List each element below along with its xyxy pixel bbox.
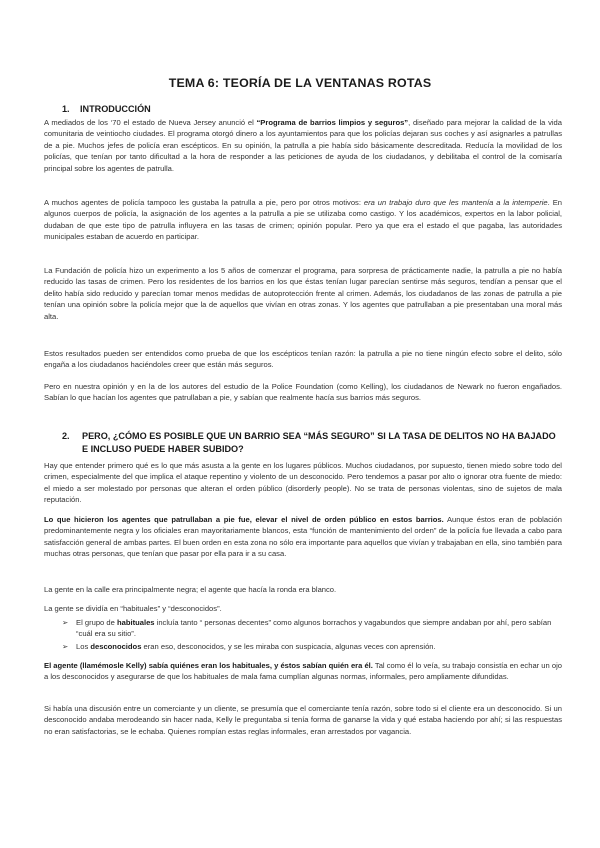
paragraph: La gente se dividía en “habituales” y “desconocidos”. [44, 604, 222, 613]
text-run: incluía tanto “ personas decentes” como algunos borrachos y vagabundos que siempre andaban por ahí, pero sabían “cuál era su sitio”. [76, 618, 552, 639]
paragraph [44, 197, 562, 243]
italic-text: era un trabajo duro que les mantenía a la intemperie [363, 198, 548, 207]
paragraph: La gente en la calle era principalmente negra; el agente que hacía la ronda era blanco. [44, 585, 337, 594]
bold-text: El agente (llamémosle Kelly) sabía quiénes eran los habituales, y éstos sabían quién era él. [44, 661, 373, 670]
text-run: . En algunos cuerpos de policía, la asignación de los agentes a la patrulla a pie se utilizaba como castigo. Y los académicos, expertos en la labor policial, dudaban de que este tipo de patrulla influyera en las tasas de crimen; opinión popular. Pero ya que era el estado el que pagaba, las autoridades municipales estaban de acuerdo en participar. [44, 198, 562, 242]
document-title: TEMA 6: TEORÍA DE LA VENTANAS ROTAS [168, 76, 432, 90]
paragraph: Hay que entender primero qué es lo que más asusta a la gente en los lugares públicos. Muchos ciudadanos, por supuesto, tienen miedo sobre todo del crimen, especialmente del que implica el ataque repentino y violento de un desconocido. Pero tendemos a pasar por alto o ignorar otra fuente de miedo: el miedo a ser molestado por personas que alteran el orden público (disorderly people). No se trata de personas violentas, sino de sujetos de mala reputación. [44, 461, 562, 505]
text-run: eran eso, desconocidos, y se les miraba con suspicacia, algunas veces con aprensión. [141, 642, 436, 651]
paragraph [44, 117, 562, 174]
text-run: Los [76, 642, 91, 651]
section-2-number: 2. [62, 431, 70, 441]
paragraph: Pero en nuestra opinión y en la de los autores del estudio de la Police Foundation (como Kelling), los ciudadanos de Newark no fueron engañados. Sabían lo que hacían los agentes que patrullaban a pie, y sabían que realmente hacía sus barrios más seguros. [44, 382, 562, 403]
list-item [62, 617, 562, 640]
text-run: A mediados de los ‘70 el estado de Nueva Jersey anunció el [44, 118, 257, 127]
bold-text: habituales [116, 618, 155, 627]
paragraph [44, 660, 562, 683]
text-run: Aunque éstos eran de población predominantemente negra y los oficiales eran mayoritariamente blancos, esta “función de mantenimiento del orden” de la policía fue llevada a cabo para satisfacción general de ambas partes. El buen orden en esta zona no sólo era importante para aquellos que vivían y trabajaban en ella, sino también para muchas otras personas, que tenían que pasar por ella para ir a su casa. [44, 515, 563, 559]
paragraph: Si había una discusión entre un comerciante y un cliente, se presumía que el comerciante tenía razón, sobre todo si el cliente era un desconocido. Si un desconocido andaba merodeando sin hacer nada, Kelly le preguntaba si tenía forma de ganarse la vida y qué estaba haciendo por ahí; si las respuestas no eran satisfactorias, se le echaba. Quienes rompían estas reglas informales, eran arrestados por vagancia. [44, 704, 562, 736]
bold-text: desconocidos [90, 642, 142, 651]
arrow-bullet-icon: ➢ [62, 642, 69, 651]
paragraph [44, 514, 562, 560]
bold-text: Lo que hicieron los agentes que patrullaban a pie fue, elevar el nivel de orden público en estos barrios. [44, 515, 444, 524]
section-2-heading [62, 430, 562, 456]
text-run: Tal como él lo veía, su trabajo consistía en echar un ojo a los desconocidos y asegurarse de que los habituales de mala fama cumplían algunas normas, informales, pero ampliamente difundidas. [44, 661, 563, 682]
bold-text: “Programa de barrios limpios y seguros” [256, 118, 409, 127]
paragraph: Estos resultados pueden ser entendidos como prueba de que los escépticos tenían razón: la patrulla a pie no tiene ningún efecto sobre el delito, sólo engaña a los ciudadanos haciéndoles creer que están más seguros. [44, 349, 562, 370]
text-run: A muchos agentes de policía tampoco les gustaba la patrulla a pie, pero por otros motivos: [44, 198, 364, 207]
paragraph: La Fundación de policía hizo un experimento a los 5 años de comenzar el programa, para sorpresa de prácticamente nadie, la patrulla a pie no había reducido las tasas de crimen. Pero los residentes de los barrios en los que éstas tenían lugar parecían sentirse más seguros, tendían a pensar que el delito había sido reducido y parecían tomar menos medidas de autoprotección frente al crimen. Además, los ciudadanos de las zonas de patrulla a pie tenían una opinión sobre la policía mejor que la de aquellos que vivían en otras zonas. Y los agentes que patrullaban a pie presentaban una moral más alta. [44, 266, 562, 321]
text-run: , diseñado para mejorar la calidad de la vida comunitaria de veintiocho ciudades. El programa otorgó dinero a los ayuntamientos para que los policías dejaran sus coches y así asignarles a patrullas de a pie. Muchos jefes de policía eran escépticos. En su opinión, la patrulla a pie había sido básicamente descreditada. Reducía la movilidad de los policías, que tenían por tanto dificultad a la hora de responder a las peticiones de ayuda de los ciudadanos, y debilitaba el control de la comisaría principal sobre los agentes de patrulla. [44, 118, 563, 173]
text-run: El grupo de [76, 618, 117, 627]
section-2-title: PERO, ¿CÓMO ES POSIBLE QUE UN BARRIO SEA “MÁS SEGURO” SI LA TASA DE DELITOS NO HA BAJADO E INCLUSO PUEDE HABER SUBIDO? [82, 431, 556, 454]
section-1-title: INTRODUCCIÓN [80, 104, 151, 114]
arrow-bullet-icon: ➢ [62, 618, 69, 627]
list-item [62, 641, 562, 652]
section-1-heading [62, 104, 151, 114]
section-1-number: 1. [62, 104, 70, 114]
